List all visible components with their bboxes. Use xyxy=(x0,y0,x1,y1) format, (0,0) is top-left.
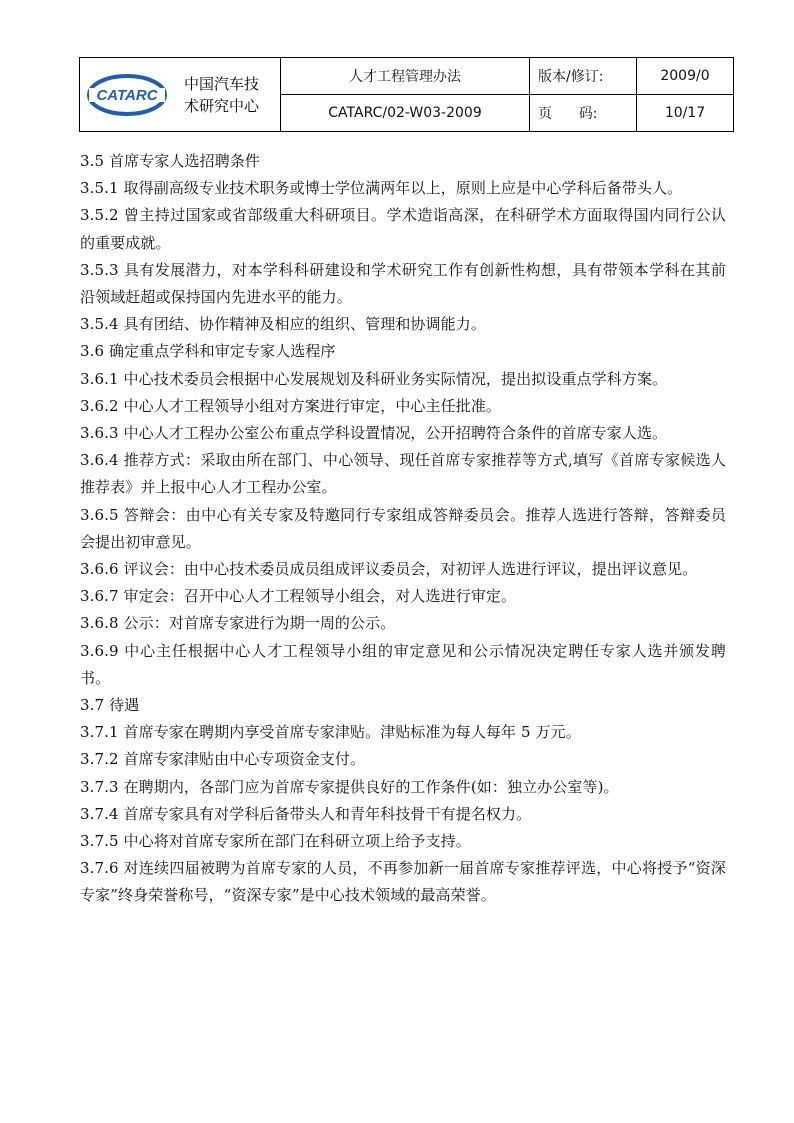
org-name-line2: 术研究中心 xyxy=(184,96,260,115)
paragraph: 3.6.2 中心人才工程领导小组对方案进行审定，中心主任批准。 xyxy=(80,396,502,415)
document-body xyxy=(80,148,726,910)
paragraph: 3.7 待遇 xyxy=(80,696,140,715)
page-label: 页 码: xyxy=(530,95,637,132)
paragraph: 3.6.9 中心主任根据中心人才工程领导小组的审定意见和公示情况决定聘任专家人选并颁发聘书。 xyxy=(80,641,726,687)
paragraph: 3.7.4 首席专家具有对学科后备带头人和青年科技骨干有提名权力。 xyxy=(80,804,532,823)
paragraph: 3.5.1 取得副高级专业技术职务或博士学位满两年以上，原则上应是中心学科后备带头人。 xyxy=(80,179,683,198)
paragraph: 3.6.4 推荐方式：采取由所在部门、中心领导、现任首席专家推荐等方式,填写《首席专家候选人推荐表》并上报中心人才工程办公室。 xyxy=(80,451,726,497)
paragraph: 3.6.6 评议会：由中心技术委员成员组成评议委员会，对初评人选进行评议，提出评议意见。 xyxy=(80,560,698,579)
paragraph: 3.6.3 中心人才工程办公室公布重点学科设置情况，公开招聘符合条件的首席专家人选。 xyxy=(80,424,668,443)
paragraph: 3.7.1 首席专家在聘期内享受首席专家津贴。津贴标准为每人每年 5 万元。 xyxy=(80,723,581,742)
paragraph: 3.6.1 中心技术委员会根据中心发展规划及科研业务实际情况，提出拟设重点学科方案。 xyxy=(80,369,668,388)
version-label: 版本/修订: xyxy=(530,58,637,95)
version-value: 2009/0 xyxy=(637,58,734,95)
paragraph: 3.6.5 答辩会：由中心有关专家及特邀同行专家组成答辩委员会。推荐人选进行答辩，答辩委员会提出初审意见。 xyxy=(80,505,726,551)
paragraph: 3.7.6 对连续四届被聘为首席专家的人员，不再参加新一届首席专家推荐评选，中心将授予“资深专家”终身荣誉称号，“资深专家”是中心技术领域的最高荣誉。 xyxy=(80,859,726,905)
document-header xyxy=(79,57,734,132)
org-name-line1: 中国汽车技 xyxy=(184,74,260,93)
paragraph: 3.7.5 中心将对首席专家所在部门在科研立项上给予支持。 xyxy=(80,832,471,851)
paragraph: 3.6.8 公示：对首席专家进行为期一周的公示。 xyxy=(80,614,396,633)
paragraph: 3.7.3 在聘期内，各部门应为首席专家提供良好的工作条件(如：独立办公室等)。 xyxy=(80,777,619,796)
paragraph: 3.5.4 具有团结、协作精神及相应的组织、管理和协调能力。 xyxy=(80,315,486,334)
doc-code: CATARC/02-W03-2009 xyxy=(281,95,530,132)
doc-title: 人才工程管理办法 xyxy=(281,58,530,95)
paragraph: 3.5.2 曾主持过国家或省部级重大科研项目。学术造诣高深，在科研学术方面取得国内同行公认的重要成就。 xyxy=(80,206,726,252)
paragraph: 3.5.3 具有发展潜力，对本学科科研建设和学术研究工作有创新性构想，具有带领本学科在其前沿领域赶超或保持国内先进水平的能力。 xyxy=(80,260,726,307)
page-number: 10/17 xyxy=(637,95,734,132)
org-name xyxy=(184,73,259,117)
logo-text: CATARC xyxy=(96,86,158,104)
paragraph: 3.7.2 首席专家津贴由中心专项资金支付。 xyxy=(80,750,366,769)
paragraph: 3.6.7 审定会：召开中心人才工程领导小组会，对人选进行审定。 xyxy=(80,587,517,606)
paragraph: 3.5 首席专家人选招聘条件 xyxy=(80,152,261,170)
org-cell xyxy=(80,58,281,132)
catarc-logo xyxy=(86,73,168,117)
paragraph: 3.6 确定重点学科和审定专家人选程序 xyxy=(80,342,336,361)
